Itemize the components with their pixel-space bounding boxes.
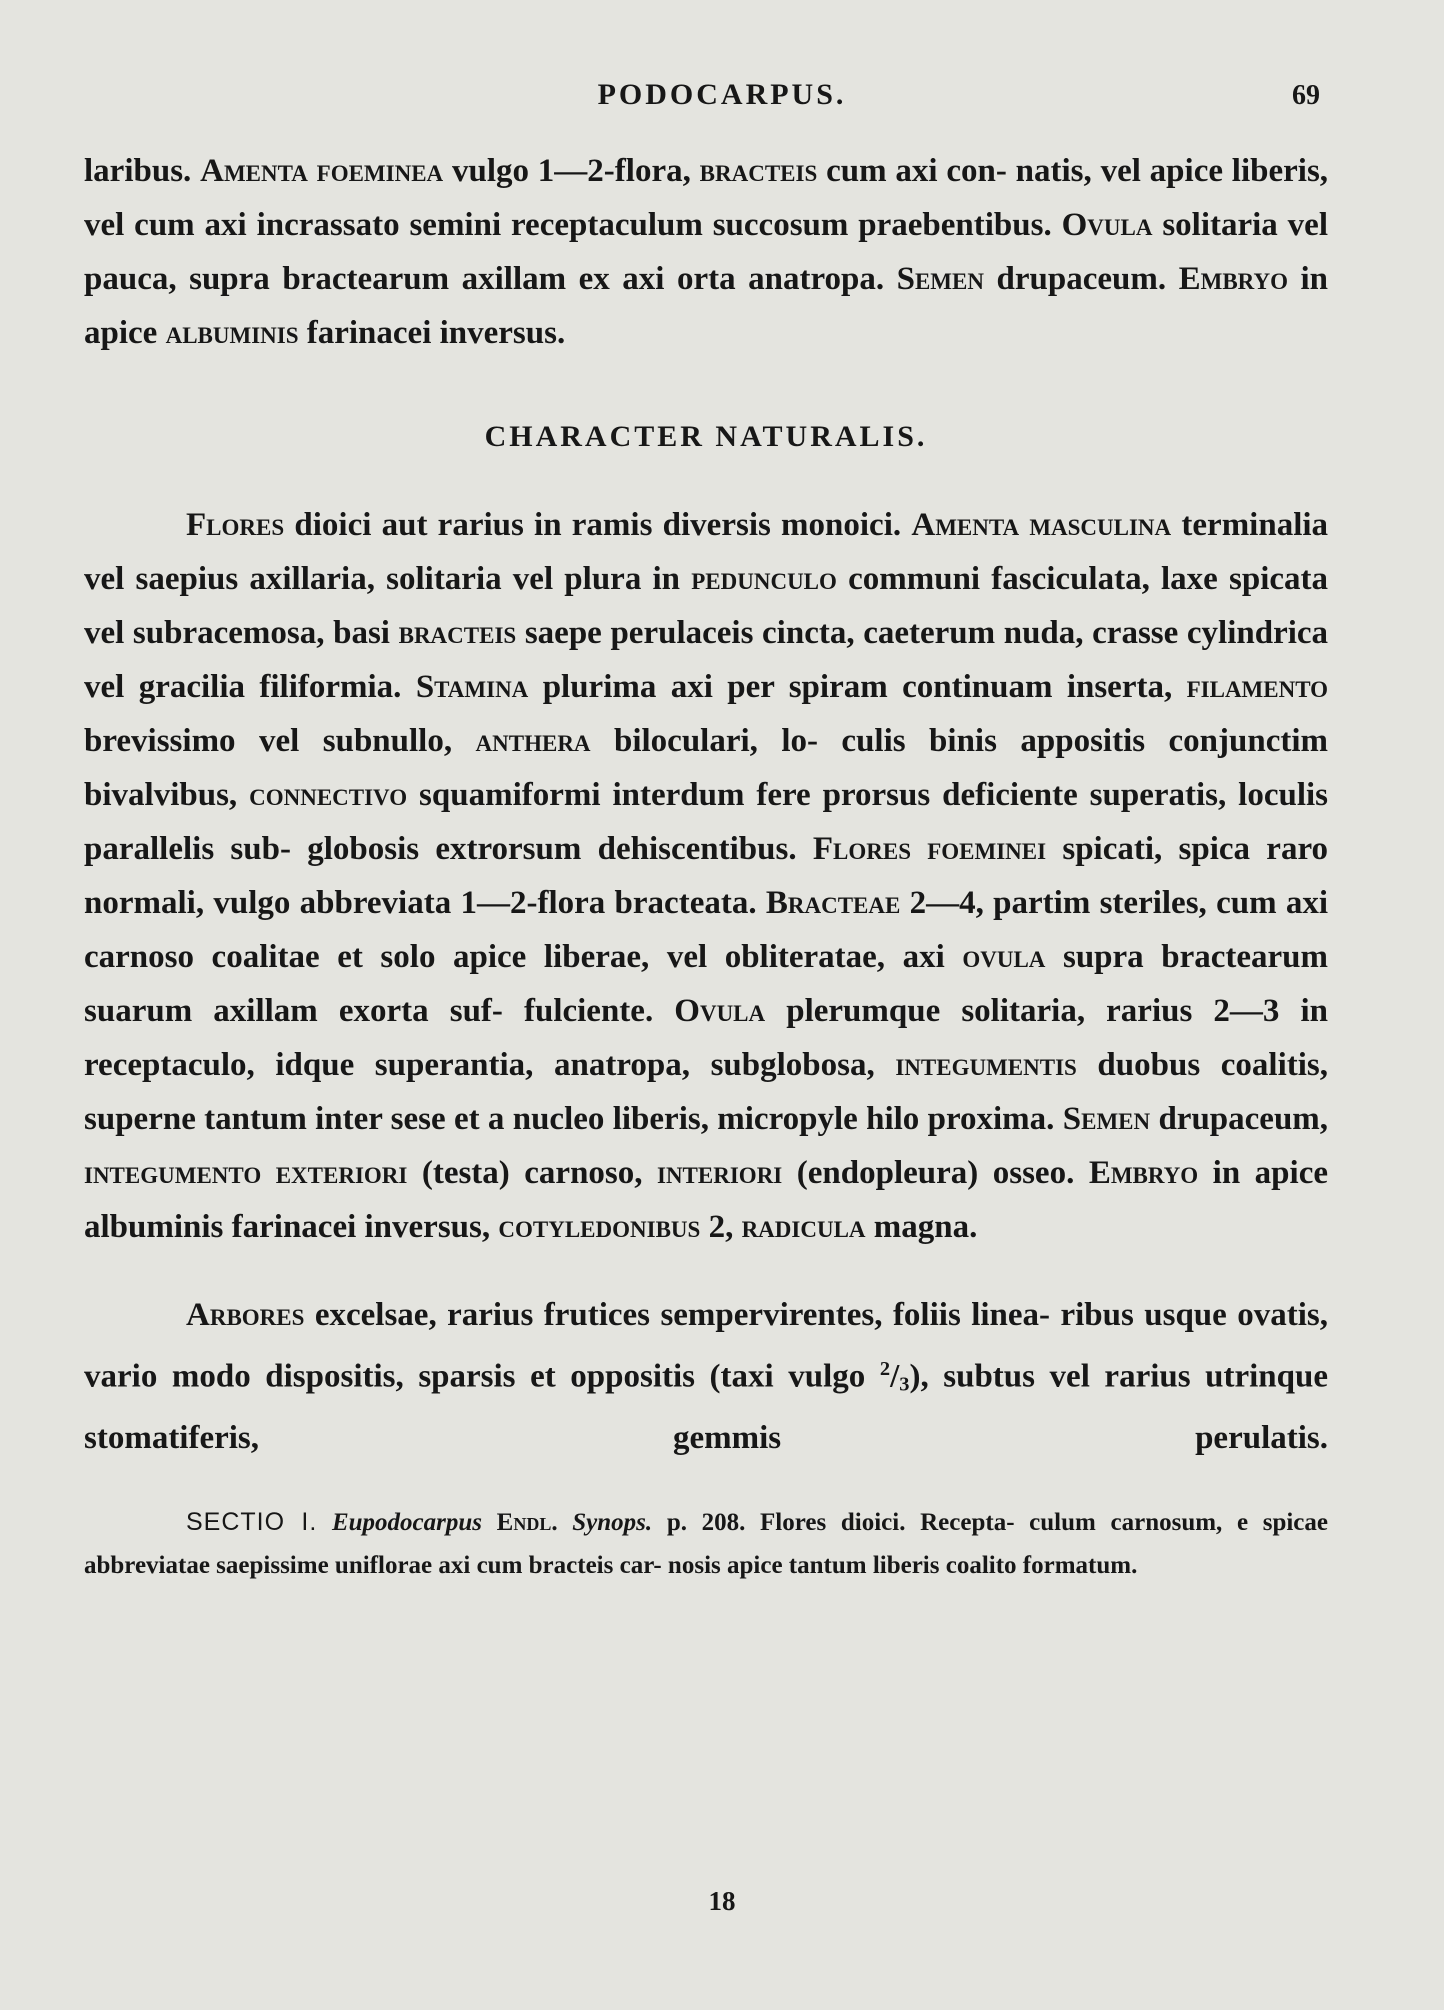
page-header — [0, 78, 1444, 118]
page-number: 69 — [1292, 80, 1320, 111]
signature-mark: 18 — [708, 1886, 736, 1916]
paragraph-habit: Arbores excelsae, rarius frutices sempervirentes, foliis linea- ribus usque ovatis, vario modo dispositis, sparsis et oppositis (taxi vulgo $^2$/3), subtus vel rarius utrinque stomatiferis, gemmis perulatis. — [84, 1297, 1329, 1457]
section-heading: CHARACTER NATURALIS. — [484, 420, 928, 453]
paragraph-continuation: laribus. Amenta foeminea vulgo 1—2-flora, bracteis cum axi con- natis, vel apice liberis, vel cum axi incrassato semini receptaculum succosum praebentibus. Ovula solitaria vel pauca, supra bractearum axillam ex axi orta anatropa. Semen drupaceum. Embryo in apice albuminis farinacei inversus. — [84, 153, 1329, 351]
paragraph-character: Flores dioici aut rarius in ramis diversis monoici. Amenta masculina terminalia vel saepius axillaria, solitaria vel plura in pedunculo communi fasciculata, laxe spicata vel subracemosa, basi bracteis saepe perulaceis cincta, caeterum nuda, crasse cylindrica vel gracilia filiformia. Stamina plurima axi per spiram continuam inserta, filamento brevissimo vel subnullo, anthera biloculari, lo- culis binis appositis conjunctim bivalvibus, connectivo squamiformi interdum fere prorsus deficiente superatis, loculis parallelis sub- globosis extrorsum dehiscentibus. Flores foeminei spicati, spica raro normali, vulgo abbreviata 1—2-flora bracteata. Bracteae 2—4, partim steriles, cum axi carnoso coalitae et solo apice liberae, vel obliteratae, axi ovula supra bractearum suarum axillam exorta suf- fulciente. Ovula plerumque solitaria, rarius 2—3 in receptaculo, idque superantia, anatropa, subglobosa, integumentis duobus coalitis, superne tantum inter sese et a nucleo liberis, micropyle hilo proxima. Semen drupaceum, integumento exteriori (testa) carnoso, interiori (endopleura) osseo. Embryo in apice albuminis farinacei inversus, cotyledonibus 2, radicula magna. — [84, 507, 1329, 1245]
body-text — [84, 144, 1328, 1587]
running-title: PODOCARPUS. — [597, 78, 847, 111]
section-note: SECTIO I. Eupodocarpus Endl. Synops. p. 208. Flores dioici. Recepta- culum carnosum, e spicae abbreviatae saepissime uniflorae axi cum bracteis car- nosis apice tantum liberis coalito formatum. — [84, 1508, 1328, 1580]
